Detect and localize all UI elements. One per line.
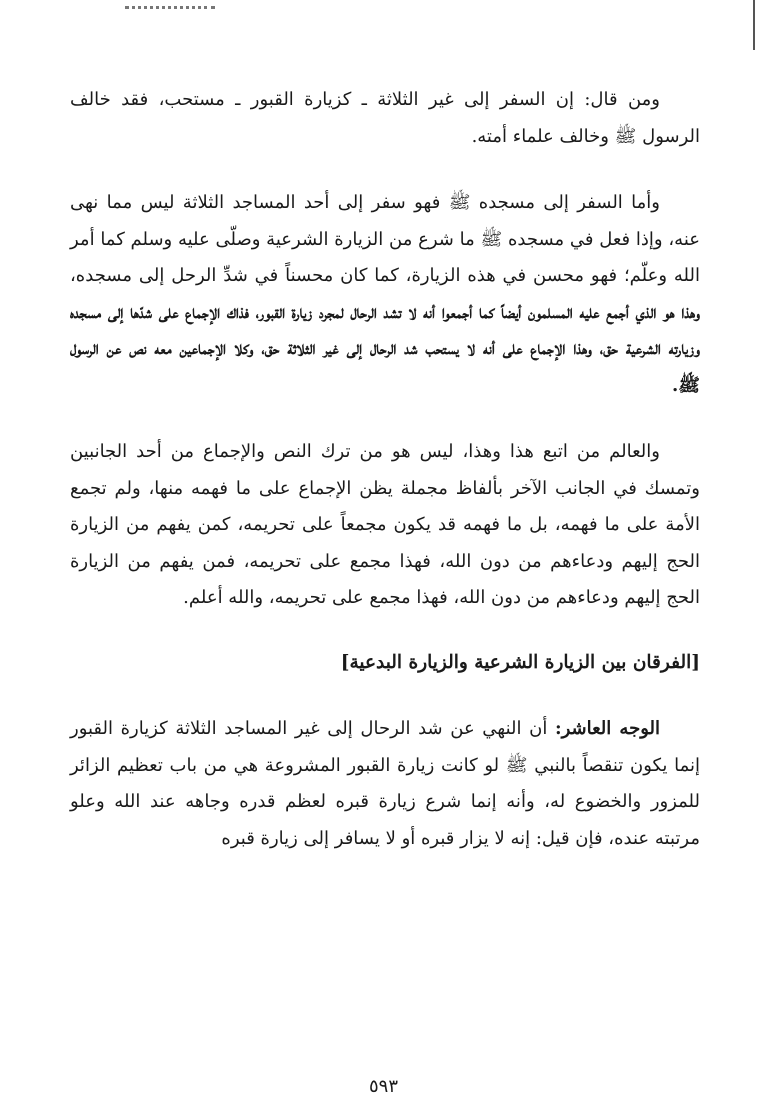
paragraph-3: والعالم من اتبع هذا وهذا، ليس هو من ترك النص والإجماع من أحد الجانبين وتمسك في الجانب الآخر بألفاظ مجملة يظن الإجماع على ما فهمه منها، ولم تجمع الأمة على ما فهمه، بل ما فهمه قد يكون مجمعاً على تحريمه، كمن يفهم من الزيارة الحج إليهم ودعاءهم من دون الله، فهذا مجمع على تحريمه، فمن يفهم من الزيارة الحج إليهم ودعاءهم من دون الله، فهذا مجمع على تحريمه، والله أعلم. [70,441,700,608]
paragraph-4 [70,711,700,857]
page-number: ٥٩٣ [368,1076,398,1097]
paragraph-2-bold-text: وهذا هو الذي أجمع عليه المسلمون أيضاً كما أجمعوا أنه لا تشد الرحال لمجرد زيارة القبور، فذاك الإجماع على شدّها إلى مسجده وزيارته الشرعية حق، وهذا الإجماع على أنه لا يستحب شد الرحال إلى غير الثلاثة حق، وكلا الإجماعين معه نص عن الرسول ﷺ. [70,301,700,396]
page-body [70,82,700,887]
section-heading: [الفرقان بين الزيارة الشرعية والزيارة البدعية] [340,651,700,673]
top-dots-decoration [125,0,215,9]
paragraph-2 [70,185,700,404]
page-edge-line [753,0,755,50]
paragraph-4-text: أن النهي عن شد الرحال إلى غير المساجد الثلاثة كزيارة القبور إنما يكون تنقصاً بالنبي ﷺ لو كانت زيارة القبور المشروعة هي من باب تعظيم الزائر للمزور والخضوع له، وأنه إنما شرع زيارة قبره لعظم قدره وجاهه عند الله وعلو مرتبته عنده، فإن قيل: إنه لا يزار قبره أو لا يسافر إلى زيارة قبره [70,718,700,849]
paragraph-4-label: الوجه العاشر: [554,718,660,739]
paragraph-2-text: وأما السفر إلى مسجده ﷺ فهو سفر إلى أحد المساجد الثلاثة ليس مما نهى عنه، وإذا فعل في مسجده ﷺ ما شرع من الزيارة الشرعية وصلّى عليه وسلم كما أمر الله وعلّم؛ فهو محسن في هذه الزيارة، كما كان محسناً في شدِّ الرحل إلى مسجده، [70,192,700,286]
paragraph-1: ومن قال: إن السفر إلى غير الثلاثة ـ كزيارة القبور ـ مستحب، فقد خالف الرسول ﷺ وخالف علماء أمته. [70,89,700,147]
